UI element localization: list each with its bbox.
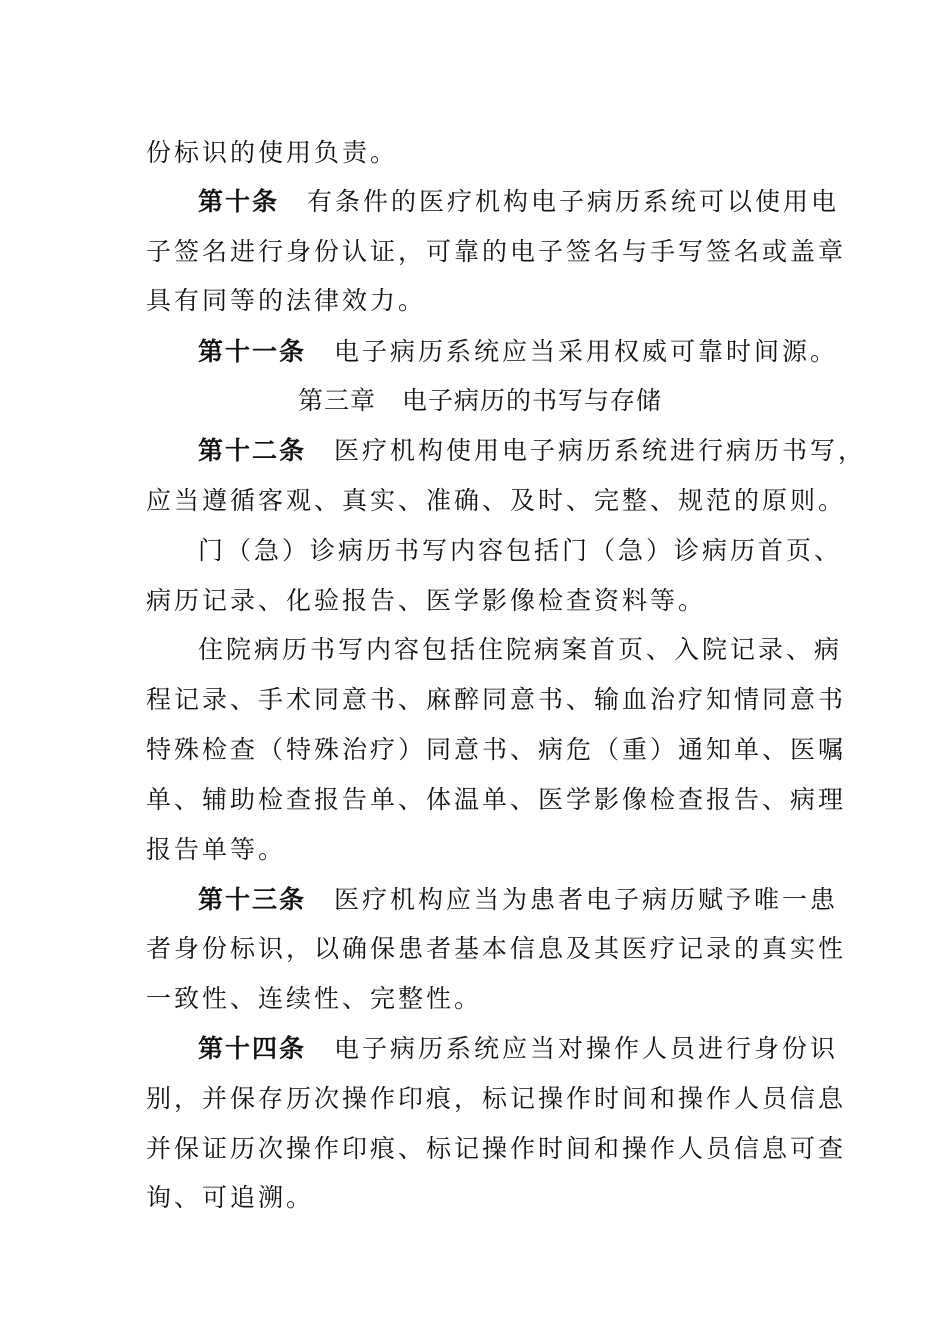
article-number: 第十三条 xyxy=(198,885,307,914)
text-run: 一致性、连续性、完整性。 xyxy=(146,984,483,1013)
chapter-heading xyxy=(298,386,662,416)
article-paragraph xyxy=(198,187,839,217)
text-line xyxy=(146,286,426,316)
article-paragraph xyxy=(198,1034,838,1064)
text-line xyxy=(146,486,846,516)
article-paragraph xyxy=(198,885,838,915)
text-run: 者身份标识，以确保患者基本信息及其医疗记录的真实性 xyxy=(146,934,847,963)
text-line xyxy=(146,1084,846,1114)
text-line xyxy=(146,1183,314,1213)
text-line xyxy=(146,785,846,815)
article-number: 第十二条 xyxy=(198,436,307,465)
text-line xyxy=(146,835,286,865)
text-run: 特殊检查（特殊治疗）同意书、病危（重）通知单、医嘱 xyxy=(146,735,847,764)
text-line xyxy=(198,635,842,665)
article-number: 第十四条 xyxy=(198,1034,307,1063)
text-line xyxy=(146,237,846,267)
text-run: 电子病历系统应当采用权威可靠时间源。 xyxy=(334,337,839,366)
text-run: 具有同等的法律效力。 xyxy=(146,286,427,315)
text-run: 报告单等。 xyxy=(146,835,287,864)
text-line xyxy=(198,536,842,566)
text-line xyxy=(146,984,482,1014)
text-run: 医疗机构应当为患者电子病历赋予唯一患 xyxy=(334,885,839,914)
article-paragraph xyxy=(198,337,838,367)
article-number: 第十一条 xyxy=(198,337,307,366)
article-number: 第十条 xyxy=(198,187,280,216)
text-run: 子签名进行身份认证，可靠的电子签名与手写签名或盖章 xyxy=(146,237,847,266)
text-line xyxy=(146,685,846,715)
text-run: 病历记录、化验报告、医学影像检查资料等。 xyxy=(146,586,707,615)
text-run: 门（急）诊病历书写内容包括门（急）诊病历首页、 xyxy=(198,536,843,565)
text-line xyxy=(146,735,846,765)
text-run: 电子病历系统应当对操作人员进行身份识 xyxy=(334,1034,839,1063)
text-run: 医疗机构使用电子病历系统进行病历书写， xyxy=(334,436,867,465)
text-run: 份标识的使用负责。 xyxy=(146,138,399,167)
text-line xyxy=(146,1134,846,1164)
text-run: 有条件的医疗机构电子病历系统可以使用电 xyxy=(307,187,840,216)
text-line xyxy=(146,934,846,964)
text-run: 并保证历次操作印痕、标记操作时间和操作人员信息可查 xyxy=(146,1134,847,1163)
text-run: 第三章 电子病历的书写与存储 xyxy=(298,386,663,415)
article-paragraph xyxy=(198,436,866,466)
text-run: 程记录、手术同意书、麻醉同意书、输血治疗知情同意书 xyxy=(146,685,847,714)
text-run: 应当遵循客观、真实、准确、及时、完整、规范的原则。 xyxy=(146,486,847,515)
text-run: 单、辅助检查报告单、体温单、医学影像检查报告、病理 xyxy=(146,785,847,814)
text-run: 别，并保存历次操作印痕，标记操作时间和操作人员信息 xyxy=(146,1084,847,1113)
text-line xyxy=(146,586,706,616)
text-line xyxy=(146,138,398,168)
text-run: 住院病历书写内容包括住院病案首页、入院记录、病 xyxy=(198,635,843,664)
text-run: 询、可追溯。 xyxy=(146,1183,315,1212)
